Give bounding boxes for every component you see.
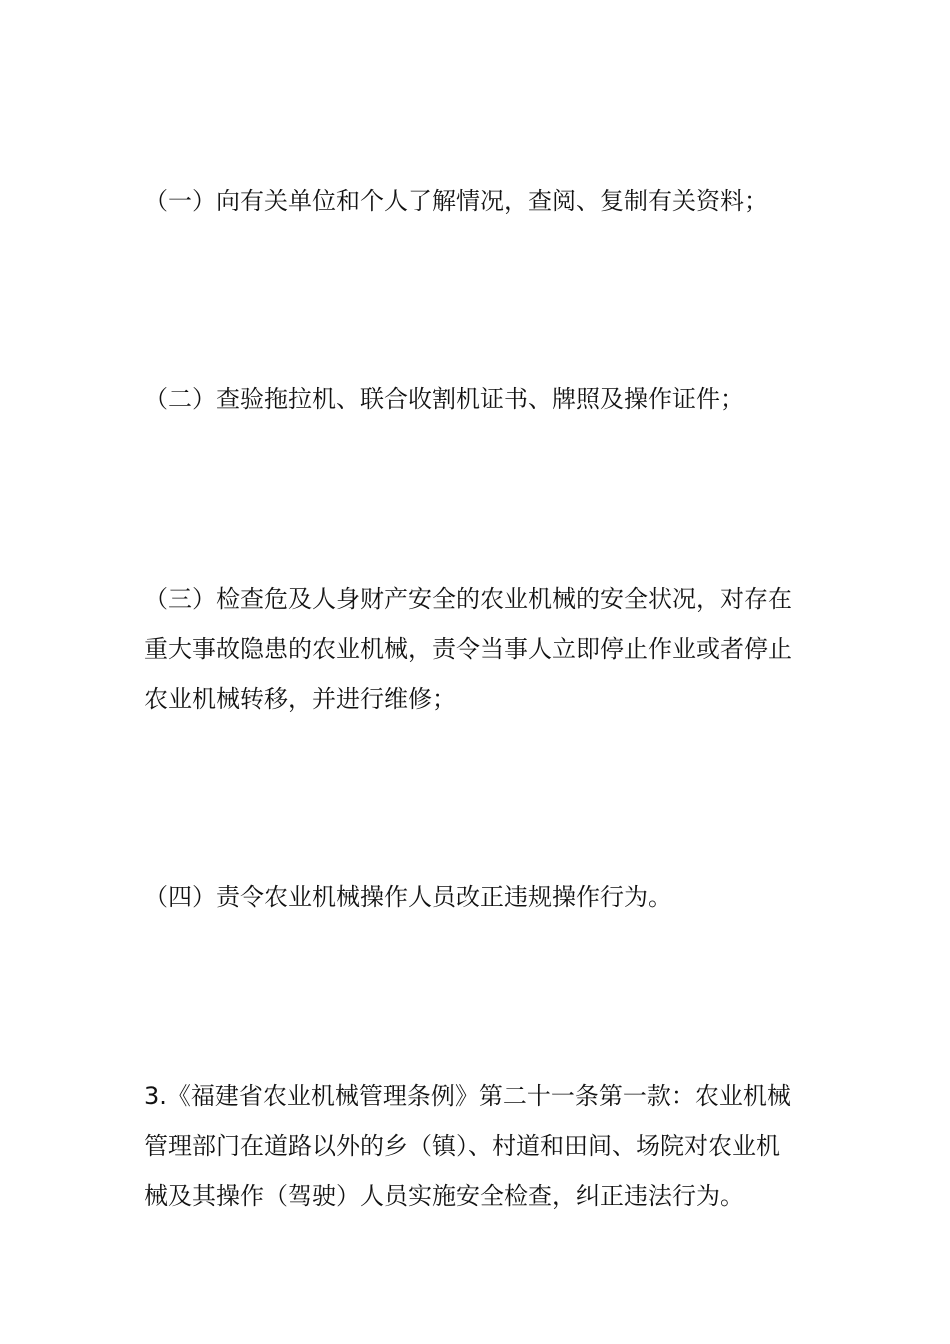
paragraph-line: （三）检查危及人身财产安全的农业机械的安全状况，对存在 [144,585,792,613]
paragraph-line: 农业机械转移，并进行维修； [144,685,456,713]
paragraph-line: （一）向有关单位和个人了解情况，查阅、复制有关资料； [144,187,768,215]
paragraph-line: （二）查验拖拉机、联合收割机证书、牌照及操作证件； [144,385,744,413]
paragraph-line: 重大事故隐患的农业机械，责令当事人立即停止作业或者停止 [144,635,792,663]
paragraph-line: （四）责令农业机械操作人员改正违规操作行为。 [144,883,672,911]
paragraph-line: 械及其操作（驾驶）人员实施安全检查，纠正违法行为。 [144,1182,744,1210]
paragraph-line: 3.《福建省农业机械管理条例》第二十一条第一款：农业机械 [144,1082,791,1110]
paragraph-line: 管理部门在道路以外的乡（镇）、村道和田间、场院对农业机 [144,1132,780,1160]
